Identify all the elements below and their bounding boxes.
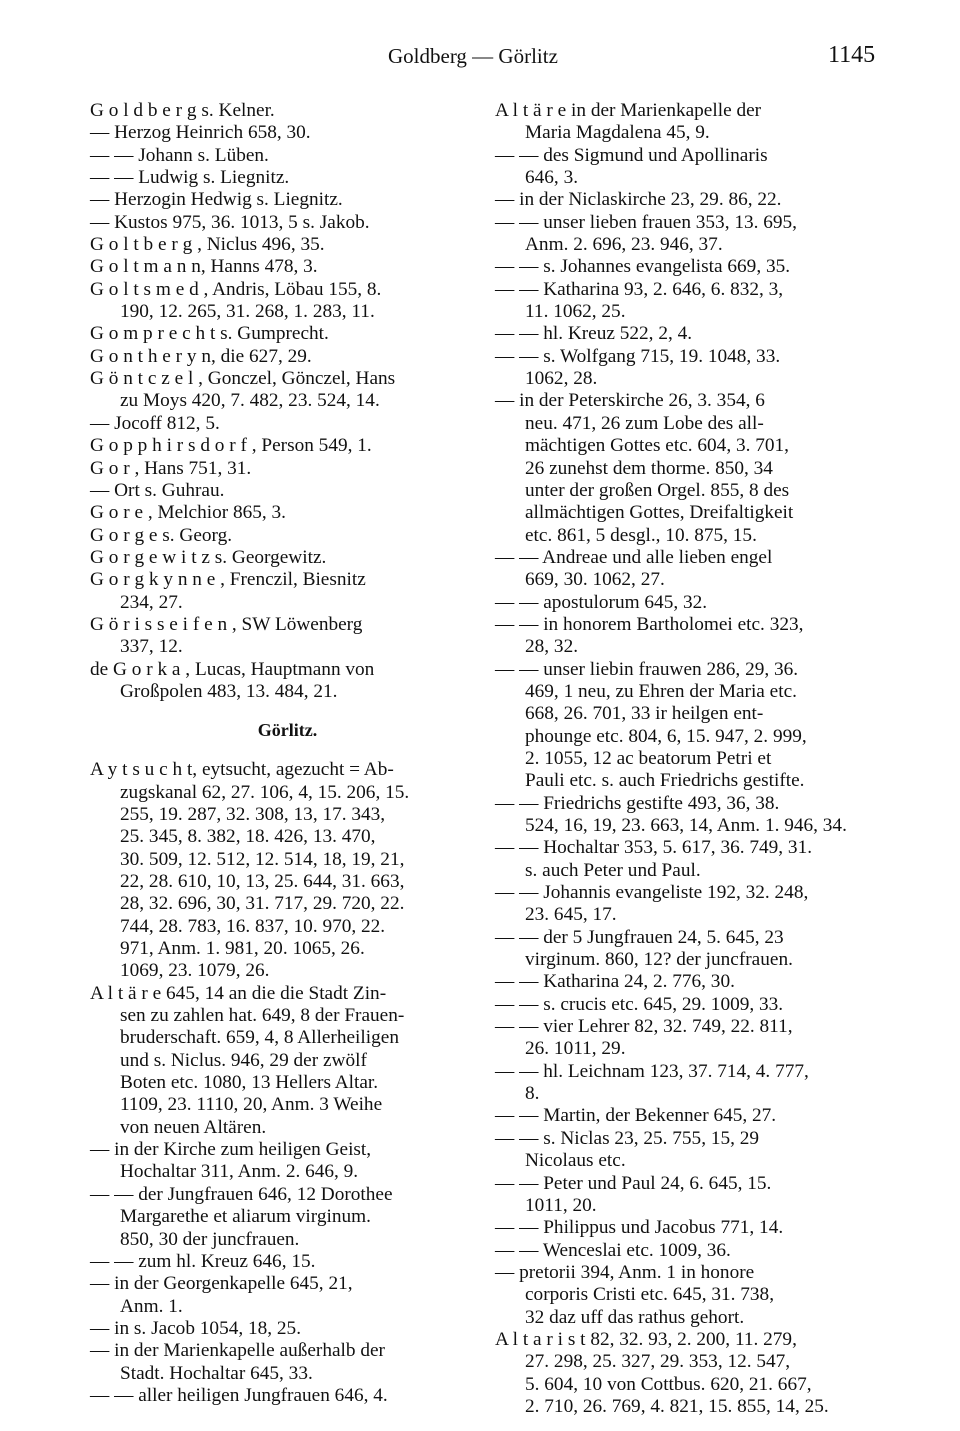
index-line: 8. xyxy=(525,1083,540,1105)
index-line: — — s. crucis etc. 645, 29. 1009, 33. xyxy=(495,993,784,1015)
index-line: — in der Kirche zum heiligen Geist, xyxy=(90,1139,372,1161)
index-line: 26 zunehst dem thorme. 850, 34 xyxy=(525,457,773,479)
index-line: neu. 471, 26 zum Lobe des all- xyxy=(525,412,764,434)
index-line: — — Peter und Paul 24, 6. 645, 15. xyxy=(495,1172,772,1194)
index-line: 26. 1011, 29. xyxy=(525,1038,626,1060)
index-line: Margarethe et aliarum virginum. xyxy=(120,1206,371,1228)
index-line: Großpolen 483, 13. 484, 21. xyxy=(120,680,338,702)
right-column xyxy=(495,100,895,1418)
index-line: 971, Anm. 1. 981, 20. 1065, 26. xyxy=(120,938,365,960)
index-line: A l t ä r e in der Marienkapelle der xyxy=(495,100,762,121)
index-line: G o r g e s. Georg. xyxy=(90,524,233,546)
index-line: — — s. Johannes evangelista 669, 35. xyxy=(495,256,791,278)
index-line: Hochaltar 311, Anm. 2. 646, 9. xyxy=(120,1161,359,1183)
index-block-goerlitz xyxy=(90,759,485,1407)
index-line: — — Katharina 93, 2. 646, 6. 832, 3, xyxy=(495,278,784,300)
index-line: 27. 298, 25. 327, 29. 353, 12. 547, xyxy=(525,1351,791,1373)
index-line: G o n t h e r y n, die 627, 29. xyxy=(90,345,312,367)
index-line: — — Andreae und alle lieben engel xyxy=(495,546,773,568)
index-line: 30. 509, 12. 512, 12. 514, 18, 19, 21, xyxy=(120,848,405,870)
index-line: 32 daz uff das rathus gehort. xyxy=(525,1306,745,1328)
index-line: G o l t s m e d , Andris, Löbau 155, 8. xyxy=(90,278,382,300)
index-line: 23. 645, 17. xyxy=(525,904,617,926)
index-line: — — Friedrichs gestifte 493, 36, 38. xyxy=(495,792,780,814)
index-line: — — aller heiligen Jungfrauen 646, 4. xyxy=(90,1384,388,1406)
index-line: — — Hochaltar 353, 5. 617, 36. 749, 31. xyxy=(495,837,813,859)
index-line: — — Johann s. Lüben. xyxy=(90,144,269,166)
index-line: 5. 604, 10 von Cottbus. 620, 21. 667, xyxy=(525,1373,812,1395)
index-line: — — hl. Leichnam 123, 37. 714, 4. 777, xyxy=(495,1060,809,1082)
index-line: A l t a r i s t 82, 32. 93, 2. 200, 11. 279, xyxy=(495,1328,797,1350)
index-line: G o r g e w i t z s. Georgewitz. xyxy=(90,546,327,568)
page-number: 1145 xyxy=(828,42,876,68)
index-line: Anm. 2. 696, 23. 946, 37. xyxy=(525,234,723,256)
index-line: zu Moys 420, 7. 482, 23. 524, 14. xyxy=(120,390,380,412)
index-line: virginum. 860, 12? der juncfrauen. xyxy=(525,949,793,971)
index-line: — — in honorem Bartholomei etc. 323, xyxy=(495,613,804,635)
index-line: 234, 27. xyxy=(120,591,183,613)
index-line: — — unser lieben frauen 353, 13. 695, xyxy=(495,211,798,233)
index-line: unter der großen Orgel. 855, 8 des xyxy=(525,479,790,501)
index-line: — — hl. Kreuz 522, 2, 4. xyxy=(495,323,693,345)
index-line: 668, 26. 701, 33 ir heilgen ent- xyxy=(525,703,764,725)
index-line: G o l t m a n n, Hanns 478, 3. xyxy=(90,256,318,278)
index-line: phounge etc. 804, 6, 15. 947, 2. 999, xyxy=(525,725,807,747)
index-line: — Jocoff 812, 5. xyxy=(90,412,220,434)
index-line: G o r e , Melchior 865, 3. xyxy=(90,502,286,524)
index-line: 1109, 23. 1110, 20, Anm. 3 Weihe xyxy=(120,1094,383,1116)
index-line: 646, 3. xyxy=(525,167,579,189)
index-line: und s. Niclus. 946, 29 der zwölf xyxy=(120,1049,367,1071)
index-line: Boten etc. 1080, 13 Hellers Altar. xyxy=(120,1072,379,1094)
index-line: 669, 30. 1062, 27. xyxy=(525,569,665,591)
index-line: — in der Niclaskirche 23, 29. 86, 22. xyxy=(495,189,782,211)
index-line: G ö n t c z e l , Gonczel, Gönczel, Hans xyxy=(90,368,396,390)
index-line: 850, 30 der juncfrauen. xyxy=(120,1228,300,1250)
index-line: 1069, 23. 1079, 26. xyxy=(120,960,270,982)
index-line: — — der Jungfrauen 646, 12 Dorothee xyxy=(90,1183,393,1205)
index-line: — — Martin, der Bekenner 645, 27. xyxy=(495,1105,777,1127)
index-line: 744, 28. 783, 16. 837, 10. 970, 22. xyxy=(120,915,386,937)
index-line: — — s. Niclas 23, 25. 755, 15, 29 xyxy=(495,1127,760,1149)
index-line: 2. 710, 26. 769, 4. 821, 15. 855, 14, 25. xyxy=(525,1395,829,1417)
index-line: zugskanal 62, 27. 106, 4, 15. 206, 15. xyxy=(120,781,410,803)
index-line: 337, 12. xyxy=(120,636,183,658)
index-line: sen zu zahlen hat. 649, 8 der Frauen- xyxy=(120,1005,405,1027)
index-line: mächtigen Gottes etc. 604, 3. 701, xyxy=(525,435,789,457)
index-line: 11. 1062, 25. xyxy=(525,301,626,323)
index-line: Nicolaus etc. xyxy=(525,1150,626,1172)
index-line: Pauli etc. s. auch Friedrichs gestifte. xyxy=(525,770,805,792)
index-block-altaere xyxy=(495,100,895,1418)
index-line: — — Johannis evangeliste 192, 32. 248, xyxy=(495,882,809,904)
index-line: — — s. Wolfgang 715, 19. 1048, 33. xyxy=(495,345,781,367)
index-line: 469, 1 neu, zu Ehren der Maria etc. xyxy=(525,680,797,702)
index-line: — Herzog Heinrich 658, 30. xyxy=(90,122,311,144)
running-header xyxy=(0,44,960,78)
index-line: G o l t b e r g , Niclus 496, 35. xyxy=(90,234,325,256)
index-line: — — apostulorum 645, 32. xyxy=(495,591,708,613)
index-line: 524, 16, 19, 23. 663, 14, Anm. 1. 946, 34. xyxy=(525,815,847,836)
index-line: etc. 861, 5 desgl., 10. 875, 15. xyxy=(525,524,757,546)
index-line: — — der 5 Jungfrauen 24, 5. 645, 23 xyxy=(495,926,784,948)
index-line: Maria Magdalena 45, 9. xyxy=(525,122,710,144)
index-line: 28, 32. 696, 30, 31. 717, 29. 720, 22. xyxy=(120,893,405,915)
index-line: 28, 32. xyxy=(525,636,579,658)
index-line: — — Wenceslai etc. 1009, 36. xyxy=(495,1239,731,1261)
index-line: — — Katharina 24, 2. 776, 30. xyxy=(495,971,735,993)
index-line: de G o r k a , Lucas, Hauptmann von xyxy=(90,658,375,680)
index-line: G o r g k y n n e , Frenczil, Biesnitz xyxy=(90,569,366,591)
index-line: 190, 12. 265, 31. 268, 1. 283, 11. xyxy=(120,301,375,323)
section-heading: Görlitz. xyxy=(257,720,318,741)
index-line: G o l d b e r g s. Kelner. xyxy=(90,100,275,121)
index-line: Stadt. Hochaltar 645, 33. xyxy=(120,1362,313,1384)
index-line: — — Philippus und Jacobus 771, 14. xyxy=(495,1217,784,1239)
index-line: von neuen Altären. xyxy=(120,1116,267,1138)
index-line: 25. 345, 8. 382, 18. 426, 13. 470, xyxy=(120,826,376,848)
index-line: — — Ludwig s. Liegnitz. xyxy=(90,167,290,189)
index-line: 1062, 28. xyxy=(525,368,598,390)
index-line: s. auch Peter und Paul. xyxy=(525,859,701,881)
index-line: — pretorii 394, Anm. 1 in honore xyxy=(495,1261,755,1283)
index-line: allmächtigen Gottes, Dreifaltigkeit xyxy=(525,502,794,524)
index-line: G o r , Hans 751, 31. xyxy=(90,457,252,479)
index-line: — Ort s. Guhrau. xyxy=(90,479,225,501)
index-line: Anm. 1. xyxy=(120,1295,183,1317)
running-title: Goldberg — Görlitz xyxy=(388,44,558,68)
index-line: — — vier Lehrer 82, 32. 749, 22. 811, xyxy=(495,1016,793,1038)
index-line: — in s. Jacob 1054, 18, 25. xyxy=(90,1317,302,1339)
index-line: — — unser liebin frauwen 286, 29, 36. xyxy=(495,658,799,680)
index-line: G o m p r e c h t s. Gumprecht. xyxy=(90,323,329,345)
left-column xyxy=(90,100,485,1407)
index-line: A y t s u c h t, eytsucht, agezucht = Ab- xyxy=(90,759,394,781)
index-line: 255, 19. 287, 32. 308, 13, 17. 343, xyxy=(120,803,386,825)
index-line: G ö r i s s e i f e n , SW Löwenberg xyxy=(90,613,363,635)
index-line: bruderschaft. 659, 4, 8 Allerheiligen xyxy=(120,1027,399,1049)
index-line: — — des Sigmund und Apollinaris xyxy=(495,144,768,166)
index-line: — in der Peterskirche 26, 3. 354, 6 xyxy=(495,390,765,412)
index-line: — in der Marienkapelle außerhalb der xyxy=(90,1340,385,1362)
index-line: 22, 28. 610, 10, 13, 25. 644, 31. 663, xyxy=(120,871,405,892)
index-block-goldberg xyxy=(90,100,485,703)
index-line: — Herzogin Hedwig s. Liegnitz. xyxy=(90,189,343,211)
index-line: corporis Cristi etc. 645, 31. 738, xyxy=(525,1284,775,1306)
index-line: — Kustos 975, 36. 1013, 5 s. Jakob. xyxy=(90,211,370,233)
index-line: A l t ä r e 645, 14 an die die Stadt Zin- xyxy=(90,982,387,1004)
index-line: — — zum hl. Kreuz 646, 15. xyxy=(90,1250,316,1272)
index-line: 2. 1055, 12 ac beatorum Petri et xyxy=(525,747,772,769)
index-line: — in der Georgenkapelle 645, 21, xyxy=(90,1273,353,1295)
index-line: G o p p h i r s d o r f , Person 549, 1. xyxy=(90,435,372,457)
index-line: 1011, 20. xyxy=(525,1194,597,1216)
